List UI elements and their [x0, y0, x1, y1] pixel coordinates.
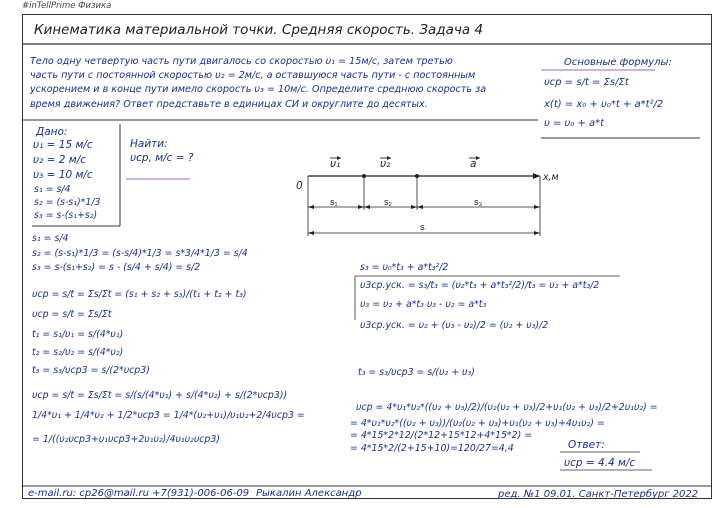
solution-line: υср = s/t = Σs/Σt = s/(s/(4*υ₁) + s/(4*υ₂) + s/(2*υср3))	[32, 390, 288, 401]
problem-line: часть пути с постоянной скоростью υ₂ = 2м/с, а оставшуюся часть пути - с постоянным	[30, 70, 476, 82]
find-title: Найти:	[130, 138, 168, 150]
solution-line: = 1/((υ₂υср3+υ₁υср3+2υ₁υ₂)/4υ₁υ₂υср3)	[32, 434, 220, 445]
find-value: υср, м/с = ?	[130, 152, 194, 164]
footer-contacts: e-mail.ru: cp26@mail.ru +7(931)-006-06-09	[28, 488, 250, 499]
problem-text	[30, 55, 486, 112]
header-tag: #inTellPrime Физика	[22, 1, 112, 11]
diagram-a: a	[470, 158, 477, 170]
solution-line: υср = s/t = Σs/Σt	[32, 309, 112, 320]
formula-line: x(t) = x₀ + υ₀*t + a*t²/2	[544, 99, 664, 110]
formulas-title: Основные формулы:	[564, 57, 672, 68]
solution-line: t₃ = s₃/υср3 = s/(2*υср3)	[32, 365, 150, 376]
right-solution-line: = 4*υ₁*υ₂*((υ₂ + υ₃))/(υ₂(υ₂ + υ₃)+υ₁(υ₂ + υ₃)+4υ₁υ₂) =	[350, 418, 605, 429]
diagram-s3: s₃	[474, 197, 483, 207]
given-title: Дано:	[36, 126, 68, 138]
given-line: s₁ = s/4	[34, 184, 71, 195]
diagram-s2: s₂	[384, 197, 392, 207]
problem-line: Тело одну четвертую часть пути двигалось со скоростью υ₁ = 15м/с, затем третью	[30, 56, 453, 67]
given-line: s₂ = (s-s₁)*1/3	[34, 197, 101, 208]
right-solution-line: υср = 4*υ₁*υ₂*((υ₂ + υ₃)/2)/(υ₂(υ₂ + υ₃)/2+υ₁(υ₂ + υ₃)/2+2υ₁υ₂) =	[356, 402, 658, 413]
diagram-v2: υ₂	[380, 158, 391, 170]
footer-author: Рыкалин Александр	[256, 488, 362, 499]
given-line: υ₂ = 2 м/с	[33, 154, 87, 166]
answer-value: υср = 4.4 м/с	[564, 457, 636, 469]
right-solution-line: υ3ср.уск. = s₃/t₃ = (υ₂*t₃ + a*t₃²/2)/t₃ = υ₂ + a*t₃/2	[360, 280, 600, 291]
diagram-origin: 0	[296, 180, 303, 192]
solution-line: s₁ = s/4	[32, 233, 69, 244]
right-solution-line: = 4*15*2/(2+15+10)=120/27=4,4	[350, 443, 514, 454]
right-solution-line: υ₃ = υ₂ + a*t₃ υ₃ - υ₂ = a*t₃	[360, 299, 487, 310]
solution-line: t₁ = s₁/υ₁ = s/(4*υ₁)	[32, 329, 124, 340]
solution-line: s₂ = (s-s₁)*1/3 = (s-s/4)*1/3 = s*3/4*1/3 = s/4	[32, 248, 248, 259]
given-line: υ₁ = 15 м/с	[33, 139, 93, 151]
right-solution-line: t₃ = s₃/υср3 = s/(υ₂ + υ₃)	[358, 367, 475, 378]
problem-line: ускорением и в конце пути имело скорость υ₃ = 10м/с. Определите среднюю скорость за	[30, 84, 487, 96]
given-line: s₃ = s-(s₁+s₂)	[34, 210, 98, 221]
problem-line: время движения? Ответ представьте в единицах СИ и округлите до десятых.	[30, 98, 428, 110]
diagram-v1: υ₁	[330, 158, 341, 170]
formula-line: υср = s/t = Σs/Σt	[544, 77, 629, 88]
formula-line: υ = υ₀ + a*t	[544, 118, 605, 129]
right-solution-line: υ3ср.уск. = υ₂ + (υ₃ - υ₂)/2 = (υ₂ + υ₃)/2	[360, 320, 549, 331]
footer-edition: ред. №1 09.01. Санкт-Петербург 2022	[498, 489, 699, 500]
answer-title: Ответ:	[568, 439, 605, 451]
diagram-axis-label: x,м	[543, 172, 559, 183]
solution-line: υср = s/t = Σs/Σt = (s₁ + s₂ + s₃)/(t₁ + t₂ + t₃)	[32, 289, 247, 300]
diagram-s: s	[420, 222, 425, 233]
solution-line: s₃ = s-(s₁+s₂) = s - (s/4 + s/4) = s/2	[32, 262, 201, 273]
solution-line: 1/4*υ₁ + 1/4*υ₂ + 1/2*υср3 = 1/4*(υ₂+υ₁)/υ₁υ₂+2/4υср3 =	[32, 410, 305, 421]
given-line: υ₃ = 10 м/с	[33, 169, 93, 181]
right-solution-line: = 4*15*2*12/(2*12+15*12+4*15*2) =	[350, 430, 533, 441]
diagram-s1: s₁	[330, 197, 338, 207]
page-title: Кинематика материальной точки. Средняя скорость. Задача 4	[34, 22, 484, 38]
right-solution-line: s₃ = υ₀*t₃ + a*t₃²/2	[360, 262, 449, 273]
solution-line: t₂ = s₂/υ₂ = s/(4*υ₂)	[32, 347, 124, 358]
